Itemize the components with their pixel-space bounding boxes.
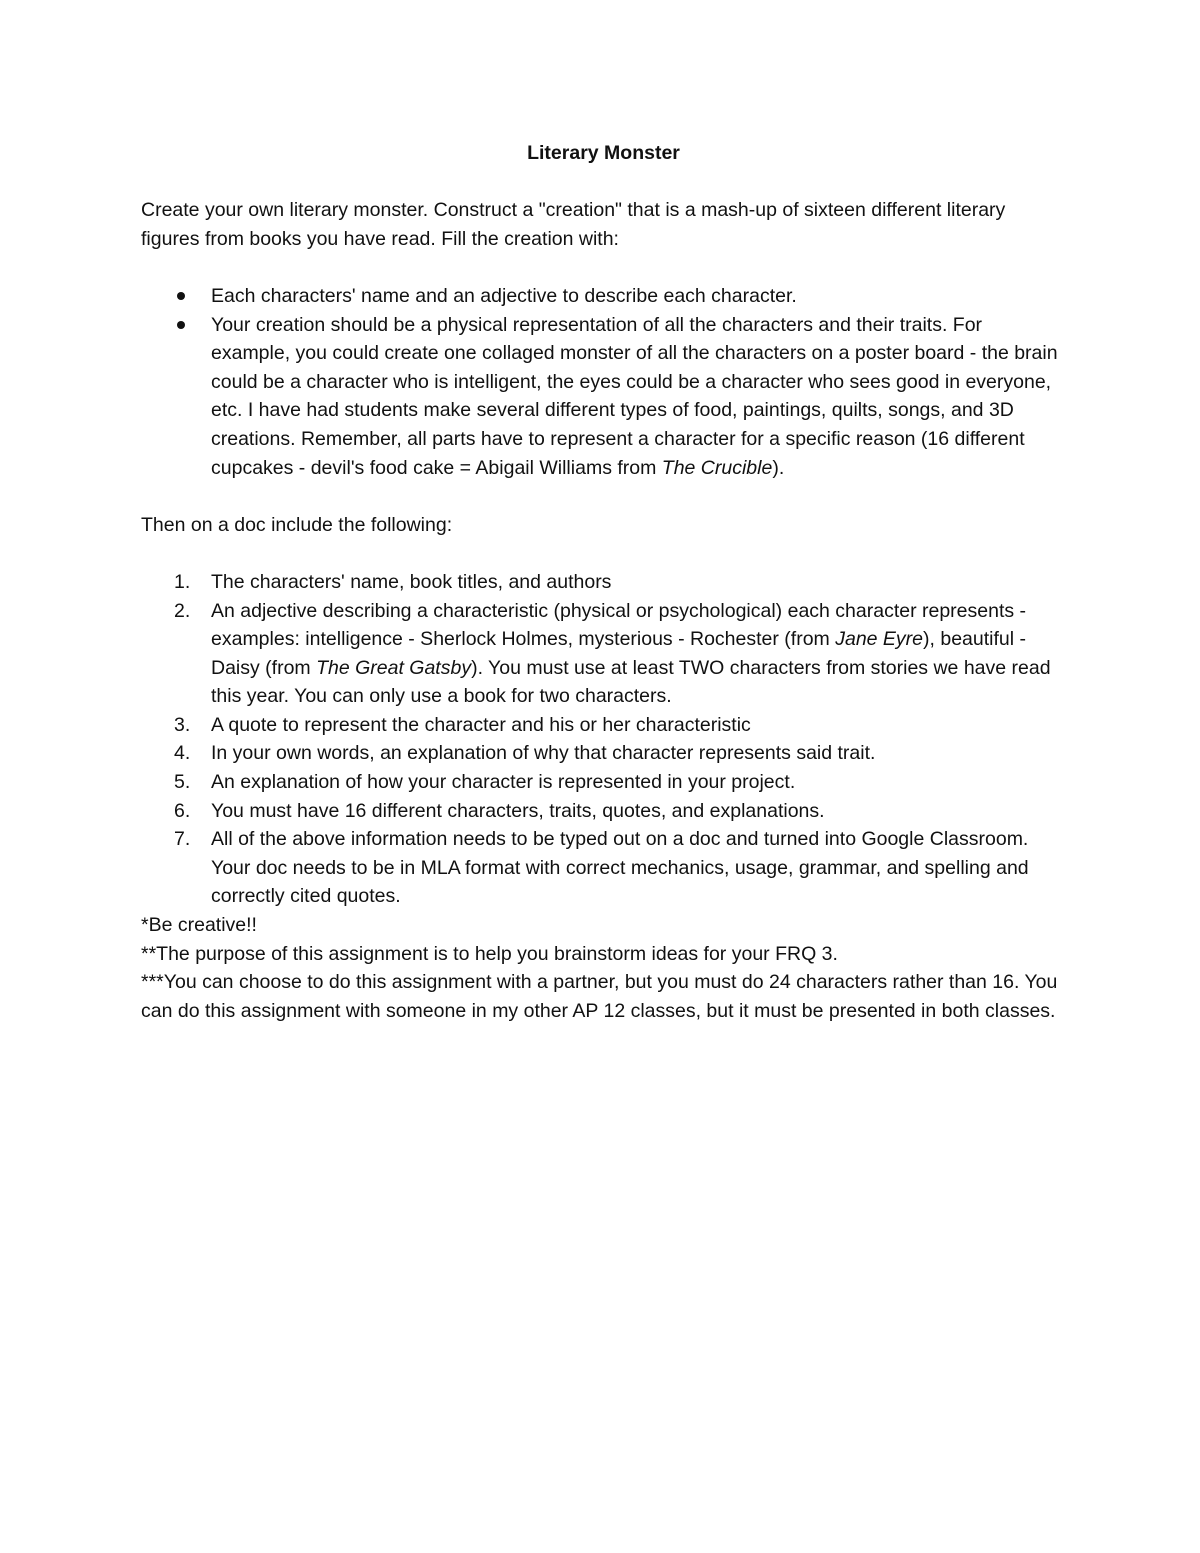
bullet-dot-icon xyxy=(177,292,185,300)
item-text: A quote to represent the character and his or her characteristic xyxy=(211,713,751,736)
item-text: An adjective describing a characteristic (physical or psychological) each character represents - examples: intelligence - Sherlock Holmes, mysterious - Rochester (from xyxy=(211,599,1027,651)
item-text: ). You must use at least TWO characters from stories we have read this year. You can only use a book for two characters. xyxy=(211,656,1051,708)
bullet-item xyxy=(141,311,1066,483)
item-text: An explanation of how your character is represented in your project. xyxy=(211,771,796,794)
book-title-italic: The Crucible xyxy=(661,456,773,479)
note-line: *Be creative!! xyxy=(141,914,257,937)
document-page xyxy=(141,139,1066,1025)
doc-requirements-numbered-list xyxy=(141,568,1066,911)
document-title: Literary Monster xyxy=(527,142,680,164)
numbered-item xyxy=(141,711,1066,740)
numbered-item xyxy=(141,597,1066,711)
numbered-item xyxy=(141,568,1066,597)
bullet-dot-icon xyxy=(177,321,185,329)
spacer xyxy=(141,253,1066,282)
item-number: 2. xyxy=(174,599,191,622)
book-title-italic: Jane Eyre xyxy=(835,628,924,651)
item-number: 1. xyxy=(174,570,191,593)
item-text: All of the above information needs to be typed out on a doc and turned into Google Classroom. Your doc needs to be in MLA format with correct mechanics, usage, grammar, and spelling and correctly cited quotes. xyxy=(211,828,1029,908)
bullet-text: ). xyxy=(772,456,785,479)
spacer xyxy=(141,539,1066,568)
numbered-item xyxy=(141,739,1066,768)
item-text: The characters' name, book titles, and authors xyxy=(211,570,612,593)
item-number: 4. xyxy=(174,742,191,765)
book-title-italic: The Great Gatsby xyxy=(316,656,472,679)
note-line: **The purpose of this assignment is to help you brainstorm ideas for your FRQ 3. xyxy=(141,942,838,965)
numbered-item xyxy=(141,825,1066,911)
item-number: 3. xyxy=(174,713,191,736)
item-number: 5. xyxy=(174,771,191,794)
requirements-bullet-list xyxy=(141,282,1066,482)
item-text: You must have 16 different characters, traits, quotes, and explanations. xyxy=(211,799,825,822)
spacer xyxy=(141,482,1066,511)
item-number: 7. xyxy=(174,828,191,851)
doc-instructions-heading: Then on a doc include the following: xyxy=(141,513,453,536)
item-text: In your own words, an explanation of why that character represents said trait. xyxy=(211,742,876,765)
item-number: 6. xyxy=(174,799,191,822)
bullet-text: Each characters' name and an adjective to describe each character. xyxy=(211,284,797,307)
note-line: ***You can choose to do this assignment with a partner, but you must do 24 characters rather than 16. You can do this assignment with someone in my other AP 12 classes, but it must be presented in both classes. xyxy=(141,971,1058,1022)
bullet-text: Your creation should be a physical representation of all the characters and their traits. For example, you could create one collaged monster of all the characters on a poster board - the brain could be a character who is intelligent, the eyes could be a character who sees good in everyone, etc. I have had students make several different types of food, paintings, quilts, songs, and 3D creations. Remember, all parts have to represent a character for a specific reason (16 different cupcakes - devil's food cake = Abigail Williams from xyxy=(211,313,1058,479)
intro-paragraph: Create your own literary monster. Construct a "creation" that is a mash-up of sixteen different literary figures from books you have read. Fill the creation with: xyxy=(141,199,1006,250)
numbered-item xyxy=(141,768,1066,797)
item-text: ), beautiful - Daisy (from xyxy=(211,628,1026,679)
numbered-item xyxy=(141,797,1066,826)
bullet-item xyxy=(141,282,1066,311)
